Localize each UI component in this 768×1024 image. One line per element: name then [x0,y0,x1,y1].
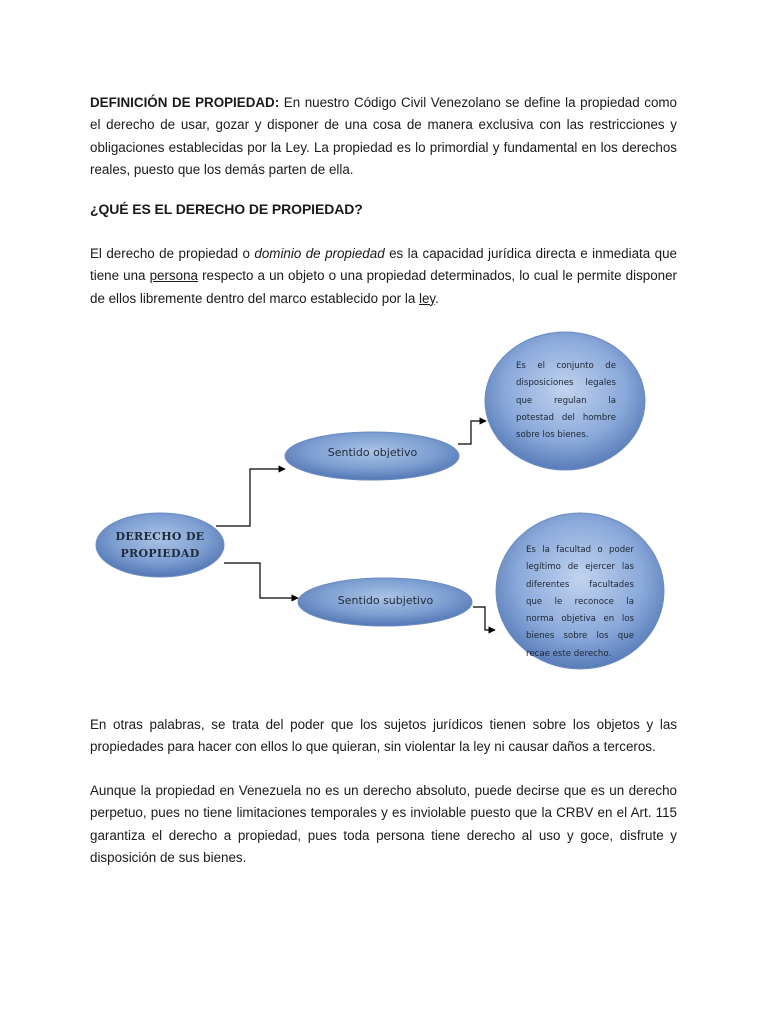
definition-text: En nuestro Código Civil Venezolano se define la propiedad como el derecho de usar, gozar y disponer de una cosa de manera exclusiva con las restricciones y obligaciones establecidas por la Ley. La propiedad es lo primordial y fundamental en los derechos reales, puesto que los demás parten de ella. [90,95,677,177]
persona-link[interactable]: persona [149,268,198,284]
connector-objective-def [458,421,486,444]
root-label: DERECHO DE PROPIEDAD [115,530,205,560]
venezuela-property-paragraph: Aunque la propiedad en Venezuela no es un derecho absoluto, puede decirse que es un derecho perpetuo, pues no tiene limitaciones temporales y es inviolable puesto que la CRBV en el Art. 115 garantiza el derecho a propiedad, pues toda persona tiene derecho al uso y goce, disfrute y disposición de sus bienes. [90,783,677,865]
objective-definition-text: Es el conjunto de disposiciones legales que regulan la potestad del hombre sobre los bienes. [516,361,616,441]
subjective-label: Sentido subjetivo [337,593,434,607]
p2-text-4: . [435,290,439,306]
p2-emphasis: dominio de propiedad [254,246,385,261]
p2-text-1: El derecho de propiedad o [90,246,255,261]
definition-label: DEFINICIÓN DE PROPIEDAD: [90,95,280,110]
p2-text-3: respecto a un objeto o una propiedad determinados, lo cual le permite disponer de ellos libremente dentro del marco establecido por la [90,268,678,306]
connector-root-objective [216,469,285,526]
section-heading: ¿QUÉ ES EL DERECHO DE PROPIEDAD? [90,201,363,217]
ley-link[interactable]: ley [419,290,436,306]
objective-label: Sentido objetivo [327,445,418,459]
in-other-words-paragraph: En otras palabras, se trata del poder que los sujetos jurídicos tienen sobre los objetos y las propiedades para hacer con ellos lo que quieran, sin violentar la ley ni causar daños a terceros. [90,717,677,755]
connector-subjective-def [473,607,495,630]
connector-root-subjective [224,563,298,598]
p2-text-2: es la capacidad jurídica directa e inmediata que tiene una [90,246,677,284]
subjective-definition-text: Es la facultad o poder legítimo de ejercer las diferentes facultades que le reconoce la norma objetiva en los bienes sobre los que recae este derecho. [526,545,634,659]
